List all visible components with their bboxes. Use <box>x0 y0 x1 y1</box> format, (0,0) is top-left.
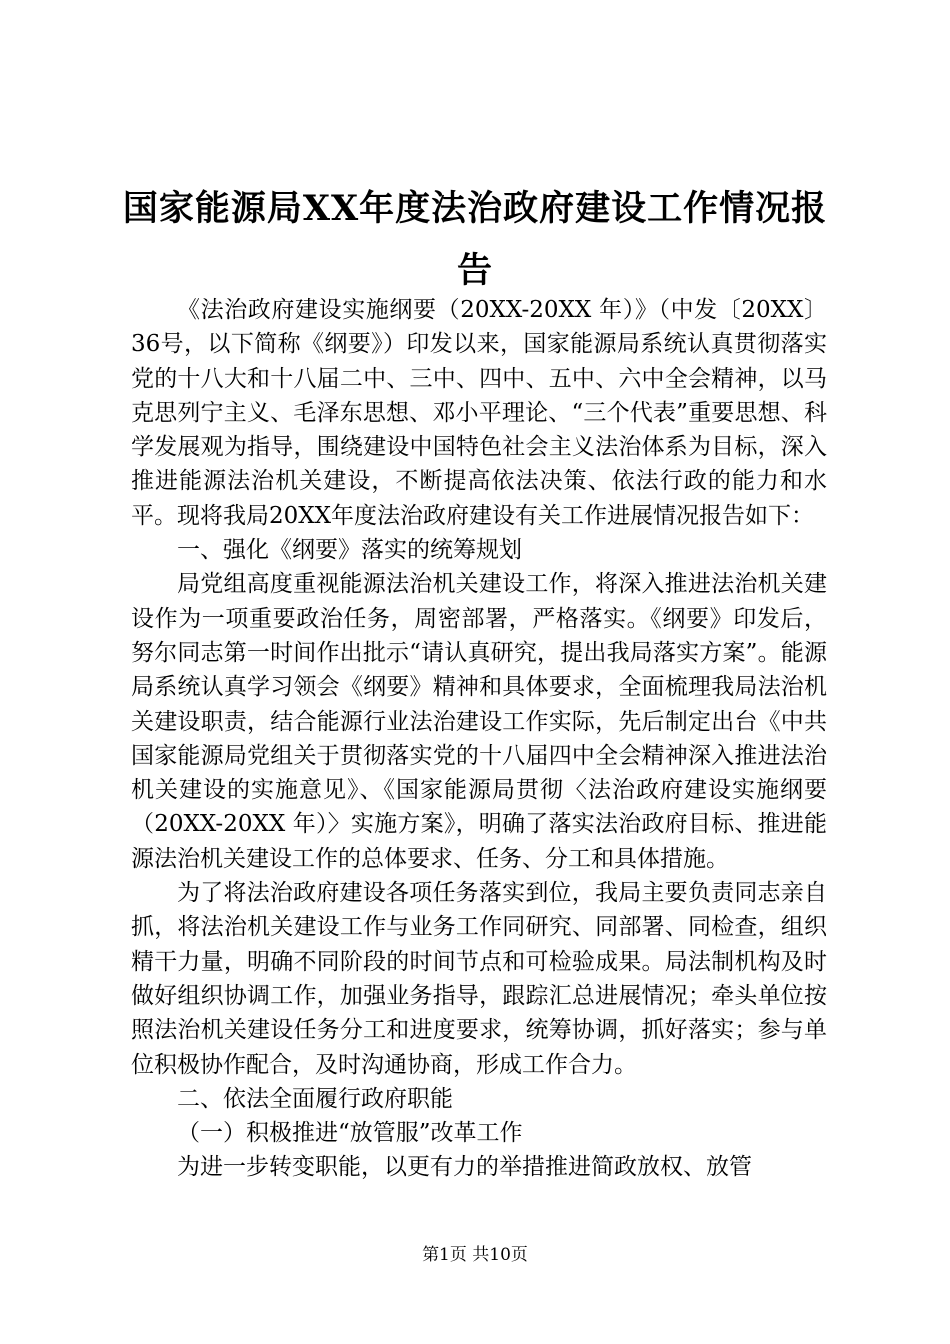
page-footer: 第1页 共10页 <box>422 1245 528 1265</box>
intro-paragraph: 《法治政府建设实施纲要（20XX-20XX 年）》（中发〔20XX〕36号，以下简称《纲要》）印发以来，国家能源局系统认真贯彻落实党的十八大和十八届二中、三中、四中、五中、六中全会精神，以马克思列宁主义、毛泽东思想、邓小平理论、“三个代表”重要思想、科学发展观为指导，围绕建设中国特色社会主义法治体系为目标，深入推进能源法治机关建设，不断提高依法决策、依法行政的能力和水平。现将我局20XX年度法治政府建设有关工作进展情况报告如下： <box>131 297 827 529</box>
section-1-paragraph-1: 局党组高度重视能源法治机关建设工作，将深入推进法治机关建设作为一项重要政治任务，周密部署，严格落实。《纲要》印发后，努尔同志第一时间作出批示“请认真研究，提出我局落实方案”。能源局系统认真学习领会《纲要》精神和具体要求，全面梳理我局法治机关建设职责，结合能源行业法治建设工作实际，先后制定出台《中共国家能源局党组关于贯彻落实党的十八届四中全会精神深入推进法治机关建设的实施意见》、《国家能源局贯彻〈法治政府建设实施纲要（20XX-20XX 年）〉实施方案》，明确了落实法治政府目标、推进能源法治机关建设工作的总体要求、任务、分工和具体措施。 <box>131 571 827 872</box>
subsection-heading-1: （一）积极推进“放管服”改革工作 <box>177 1120 523 1147</box>
section-heading-2: 二、依法全面履行政府职能 <box>177 1085 453 1112</box>
document-title: 国家能源局XX年度法治政府建设工作情况报告 <box>122 188 828 291</box>
subsection-1-paragraph-1: 为进一步转变职能，以更有力的举措推进简政放权、放管 <box>177 1154 752 1181</box>
document-body <box>131 293 827 1185</box>
section-heading-1: 一、强化《纲要》落实的统筹规划 <box>177 537 522 564</box>
section-1-paragraph-2: 为了将法治政府建设各项任务落实到位，我局主要负责同志亲自抓，将法治机关建设工作与业务工作同研究、同部署、同检查，组织精干力量，明确不同阶段的时间节点和可检验成果。局法制机构及时做好组织协调工作，加强业务指导，跟踪汇总进展情况；牵头单位按照法治机关建设任务分工和进度要求，统筹协调，抓好落实；参与单位积极协作配合，及时沟通协商，形成工作合力。 <box>131 880 827 1078</box>
